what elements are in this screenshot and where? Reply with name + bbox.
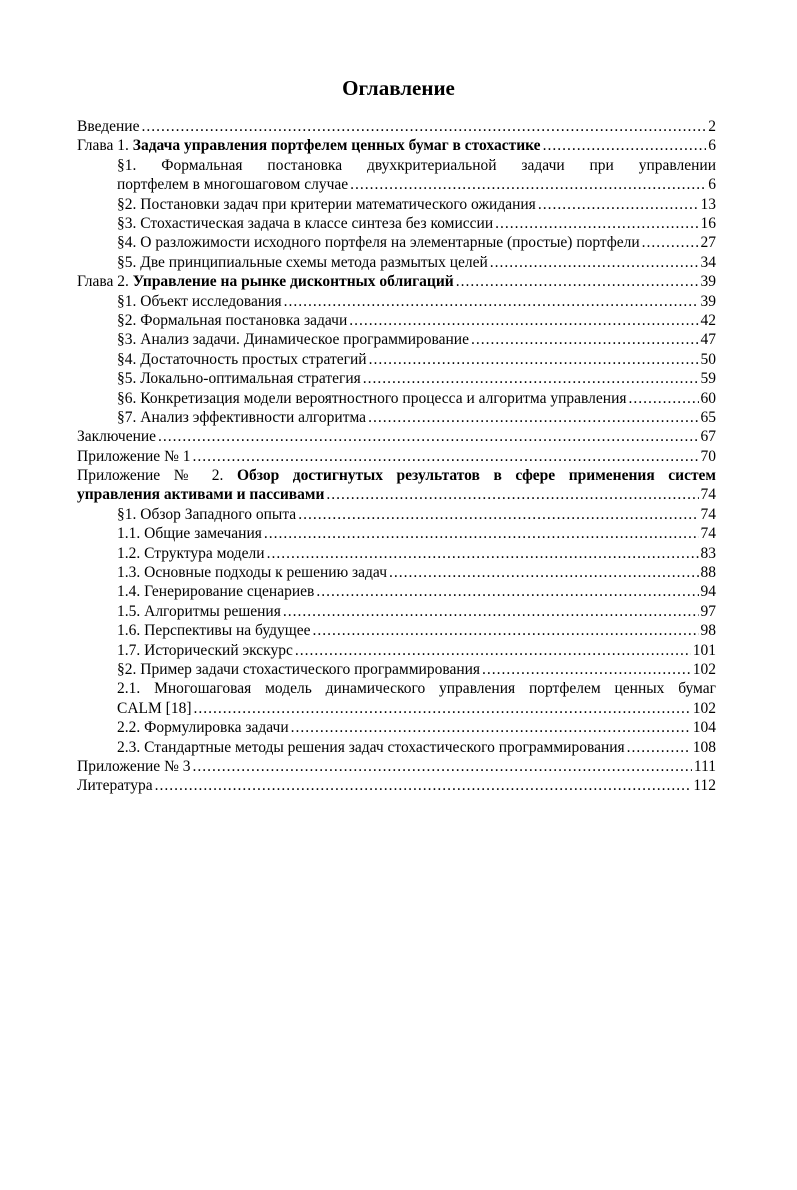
leader-dots [369,350,699,369]
toc-entry-title: §3. Анализ задачи. Динамическое программирование [117,331,469,349]
leader-dots [283,602,699,621]
toc-entry-title: §5. Локально-оптимальная стратегия [117,370,361,388]
toc-entry[interactable] [0,330,797,349]
toc-entry-page: 47 [700,331,716,349]
toc-entry[interactable] [0,621,797,640]
toc-entry-page: 50 [700,350,716,368]
leader-dots [192,757,691,776]
leader-dots [482,660,691,679]
toc-entry[interactable] [0,563,797,582]
toc-entry-title: 1.6. Перспективы на будущее [117,622,311,640]
table-of-contents [0,117,797,796]
toc-entry-page: 74 [700,486,716,504]
toc-entry-title: §3. Стохастическая задача в классе синтеза без комиссии [117,214,494,232]
toc-entry-title: §2. Формальная постановка задачи [117,311,348,329]
toc-entry-page: 111 [693,757,716,775]
toc-entry-prefix: Приложение № 2. [77,467,237,485]
toc-entry-prefix: Глава 1. [77,137,133,155]
toc-entry-page: 60 [700,389,716,407]
toc-entry-page: 70 [700,447,716,465]
leader-dots [284,292,699,311]
toc-entry-title: 2.2. Формулировка задачи [117,719,289,737]
toc-entry-page: 101 [692,641,716,659]
toc-entry-title: §7. Анализ эффективности алгоритма [117,408,367,426]
toc-entry-page: 102 [692,661,716,678]
leader-dots [291,718,691,737]
leader-dots [456,272,699,291]
toc-entry[interactable] [0,757,797,776]
toc-entry[interactable] [0,660,797,679]
leader-dots [316,582,698,601]
leader-dots [490,253,699,272]
toc-entry-page: 39 [700,292,716,310]
toc-entry-title: §4. Достаточность простых стратегий [117,350,367,368]
toc-entry-title: 2.3. Стандартные методы решения задач стохастического программирования [117,738,625,756]
toc-entry[interactable] [0,505,797,524]
toc-entry[interactable] [0,233,797,252]
toc-entry[interactable] [0,214,797,233]
toc-entry-title: CALM [18] [117,699,192,717]
leader-dots [349,311,698,330]
toc-entry-title: 1.3. Основные подходы к решению задач [117,564,387,582]
toc-entry-title: Управление на рынке дисконтных облигаций [132,273,454,291]
leader-dots [629,389,699,408]
toc-entry-page: 112 [693,777,716,795]
toc-entry[interactable] [0,679,797,718]
toc-entry-title: 1.1. Общие замечания [117,525,262,543]
leader-dots [267,544,699,563]
toc-entry-page: 94 [700,583,716,601]
leader-dots [312,621,698,640]
leader-dots [326,485,698,504]
toc-entry-title-line1: Обзор достигнутых результатов в сфере применения систем [236,467,716,485]
toc-entry-page: 13 [700,195,716,213]
toc-entry-title: 1.7. Исторический экскурс [117,641,293,659]
toc-entry-title: Задача управления портфелем ценных бумаг в стохастике [132,137,541,155]
leader-dots [350,175,706,194]
toc-entry-title: Литература [77,777,153,795]
toc-entry-page: 2 [708,118,716,135]
toc-entry-page: 97 [700,602,716,620]
toc-entry[interactable] [0,524,797,543]
toc-entry-title: управления активами и пассивами [77,486,325,504]
toc-entry-title: 1.2. Структура модели [117,544,265,562]
toc-entry[interactable] [0,718,797,737]
leader-dots [363,369,699,388]
toc-entry-page: 6 [708,137,716,155]
toc-entry[interactable] [0,292,797,311]
toc-entry-title: §2. Постановки задач при критерии математического ожидания [117,195,536,213]
toc-entry-title: §4. О разложимости исходного портфеля на элементарные (простые) портфели [117,234,640,252]
leader-dots [538,195,699,214]
leader-dots [389,563,699,582]
toc-entry[interactable] [0,408,797,427]
toc-entry-title: §1. Объект исследования [117,292,282,310]
toc-entry-title-line1: §1. Формальная постановка двухкритериальной задачи при управлении [117,156,716,174]
leader-dots [298,505,698,524]
toc-entry-title: 1.4. Генерирование сценариев [117,583,315,601]
leader-dots [495,214,698,233]
toc-entry-title: §1. Обзор Западного опыта [117,505,297,523]
toc-entry-title: §5. Две принципиальные схемы метода размытых целей [117,253,488,271]
toc-entry[interactable] [0,776,797,795]
toc-entry[interactable] [0,350,797,369]
toc-entry[interactable] [0,582,797,601]
toc-entry[interactable] [0,136,797,155]
toc-entry[interactable] [0,427,797,446]
toc-entry-title: Приложение № 1 [77,447,191,465]
toc-entry-title: Приложение № 3 [77,757,191,775]
toc-entry[interactable] [0,738,797,757]
toc-entry[interactable] [0,253,797,272]
toc-entry-page: 39 [700,273,716,291]
toc-entry-page: 98 [700,622,716,640]
toc-entry-page: 74 [700,505,716,523]
toc-entry-page: 59 [700,370,716,388]
leader-dots [368,408,698,427]
toc-entry[interactable] [0,272,797,291]
leader-dots [192,447,698,466]
toc-entry[interactable] [0,447,797,466]
toc-entry-page: 108 [692,738,716,756]
page-title: Оглавление [342,76,455,100]
toc-entry-page: 27 [700,234,716,252]
leader-dots [642,233,699,252]
toc-entry-title-line1: 2.1. Многошаговая модель динамического управления портфелем ценных бумаг [117,680,716,698]
toc-entry-title: Заключение [77,428,157,446]
leader-dots [627,738,691,757]
toc-entry-page: 83 [700,544,716,562]
toc-entry-title: §6. Конкретизация модели вероятностного процесса и алгоритма управления [117,389,627,407]
leader-dots [295,641,691,660]
toc-entry-prefix: Глава 2. [77,273,133,291]
toc-entry[interactable] [0,117,797,136]
toc-entry-page: 16 [700,214,716,232]
toc-entry[interactable] [0,544,797,563]
toc-entry-title: 1.5. Алгоритмы решения [117,602,281,620]
leader-dots [158,427,698,446]
leader-dots [141,117,706,136]
toc-entry[interactable] [0,195,797,214]
toc-entry-page: 74 [700,525,716,543]
leader-dots [543,136,707,155]
toc-entry[interactable] [0,466,797,505]
toc-entry-page: 104 [692,719,716,737]
toc-entry[interactable] [0,311,797,330]
toc-entry-title: Введение [77,118,140,135]
leader-dots [471,330,699,349]
toc-entry[interactable] [0,602,797,621]
leader-dots [155,776,692,795]
toc-entry-page: 88 [700,564,716,582]
toc-entry[interactable] [0,369,797,388]
toc-entry-page: 102 [692,699,716,717]
toc-entry[interactable] [0,389,797,408]
toc-entry-page: 6 [708,176,716,194]
toc-entry-page: 34 [700,253,716,271]
leader-dots [264,524,699,543]
toc-entry[interactable] [0,641,797,660]
toc-entry[interactable] [0,156,797,195]
leader-dots [193,699,690,718]
toc-entry-page: 65 [700,408,716,426]
toc-entry-title: портфелем в многошаговом случае [117,176,349,194]
toc-entry-page: 42 [700,311,716,329]
toc-entry-title: §2. Пример задачи стохастического программирования [117,661,481,678]
toc-entry-page: 67 [700,428,716,446]
